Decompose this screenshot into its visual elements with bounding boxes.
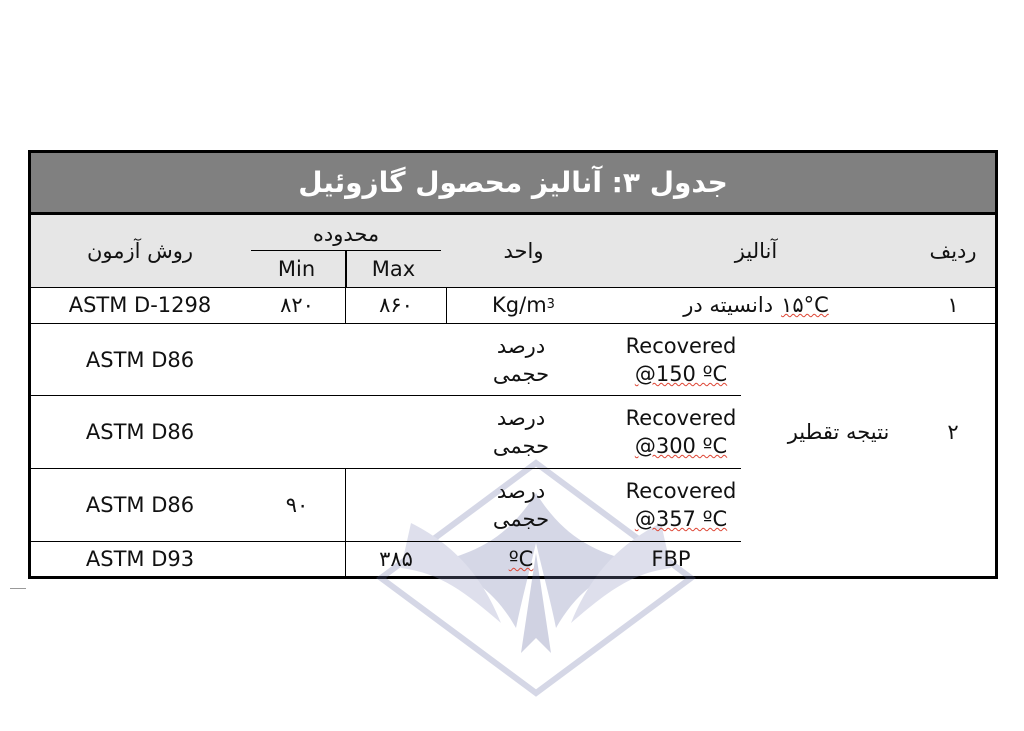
cell-max-b: [346, 397, 446, 467]
table-header: [31, 215, 995, 288]
unit-line1: درصد: [496, 478, 546, 503]
unit-line1: درصد: [496, 405, 546, 430]
unit-line1: درصد: [496, 333, 546, 358]
unit-sup: 3: [546, 297, 555, 313]
cell-analysis-group-2: نتیجه تقطیر: [787, 420, 890, 445]
header-unit: واحد: [503, 238, 544, 263]
cell-sub-analysis-c: [601, 470, 761, 540]
minmax-divider: [345, 251, 347, 287]
unit-line2: حجمی: [492, 362, 550, 386]
sub-line2: @300 ºC: [634, 434, 728, 458]
header-range: محدوده: [312, 221, 380, 246]
cell-method-c: ASTM D86: [85, 492, 195, 517]
row-divider: [31, 468, 741, 469]
analysis-table: [28, 150, 998, 579]
unit-main: Kg/m: [492, 292, 547, 317]
cell-sub-analysis-a: [601, 325, 761, 395]
cell-min-c: ۹۰: [285, 492, 309, 517]
header-row-no: ردیف: [929, 238, 977, 263]
cell-method-a: ASTM D86: [85, 347, 195, 372]
cell-unit-a: [471, 325, 571, 395]
cell-method-1: ASTM D-1298: [68, 292, 212, 317]
unit-line2: حجمی: [492, 507, 550, 531]
cell-max-a: [346, 325, 446, 395]
row-divider: [31, 395, 741, 396]
analysis-prefix: دانسیته در: [683, 292, 774, 317]
page-corner-mark: [988, 140, 998, 150]
cell-min-b: [249, 397, 345, 467]
cell-max-1: ۸۶۰: [379, 292, 413, 317]
header-analysis: آنالیز: [734, 238, 778, 263]
cell-sub-analysis-b: [601, 397, 761, 467]
cell-unit-1: [446, 287, 601, 323]
header-method: روش آزمون: [86, 238, 194, 263]
cell-unit-fbp: ºC: [508, 546, 534, 571]
sub-line2: @150 ºC: [634, 362, 728, 386]
page-corner-mark: [10, 578, 26, 589]
sub-line1: Recovered: [625, 478, 737, 503]
cell-min-a: [249, 325, 345, 395]
cell-row-no-1: ۱: [947, 292, 959, 317]
cell-method-b: ASTM D86: [85, 419, 195, 444]
cell-unit-b: [471, 397, 571, 467]
col-divider: [345, 287, 346, 323]
cell-max-fbp: ۳۸۵: [379, 546, 413, 571]
sub-line1: Recovered: [625, 333, 737, 358]
cell-max-c: [346, 470, 446, 540]
cell-min-1: ۸۲۰: [280, 292, 314, 317]
table-title: جدول ۳: آنالیز محصول گازوئیل: [298, 166, 728, 199]
cell-row-no-2: ۲: [947, 420, 959, 445]
col-divider: [446, 287, 447, 323]
analysis-temp: ۱۵°C: [781, 292, 829, 317]
cell-analysis-1: [601, 287, 911, 323]
header-min: Min: [277, 256, 316, 281]
sub-line2: @357 ºC: [634, 507, 728, 531]
header-max: Max: [371, 256, 416, 281]
sub-line1: Recovered: [625, 405, 737, 430]
cell-unit-c: [471, 470, 571, 540]
cell-sub-analysis-fbp: FBP: [651, 546, 691, 571]
cell-min-fbp: [249, 542, 345, 576]
table-title-bar: [31, 153, 995, 215]
unit-line2: حجمی: [492, 434, 550, 458]
cell-method-fbp: ASTM D93: [85, 546, 195, 571]
